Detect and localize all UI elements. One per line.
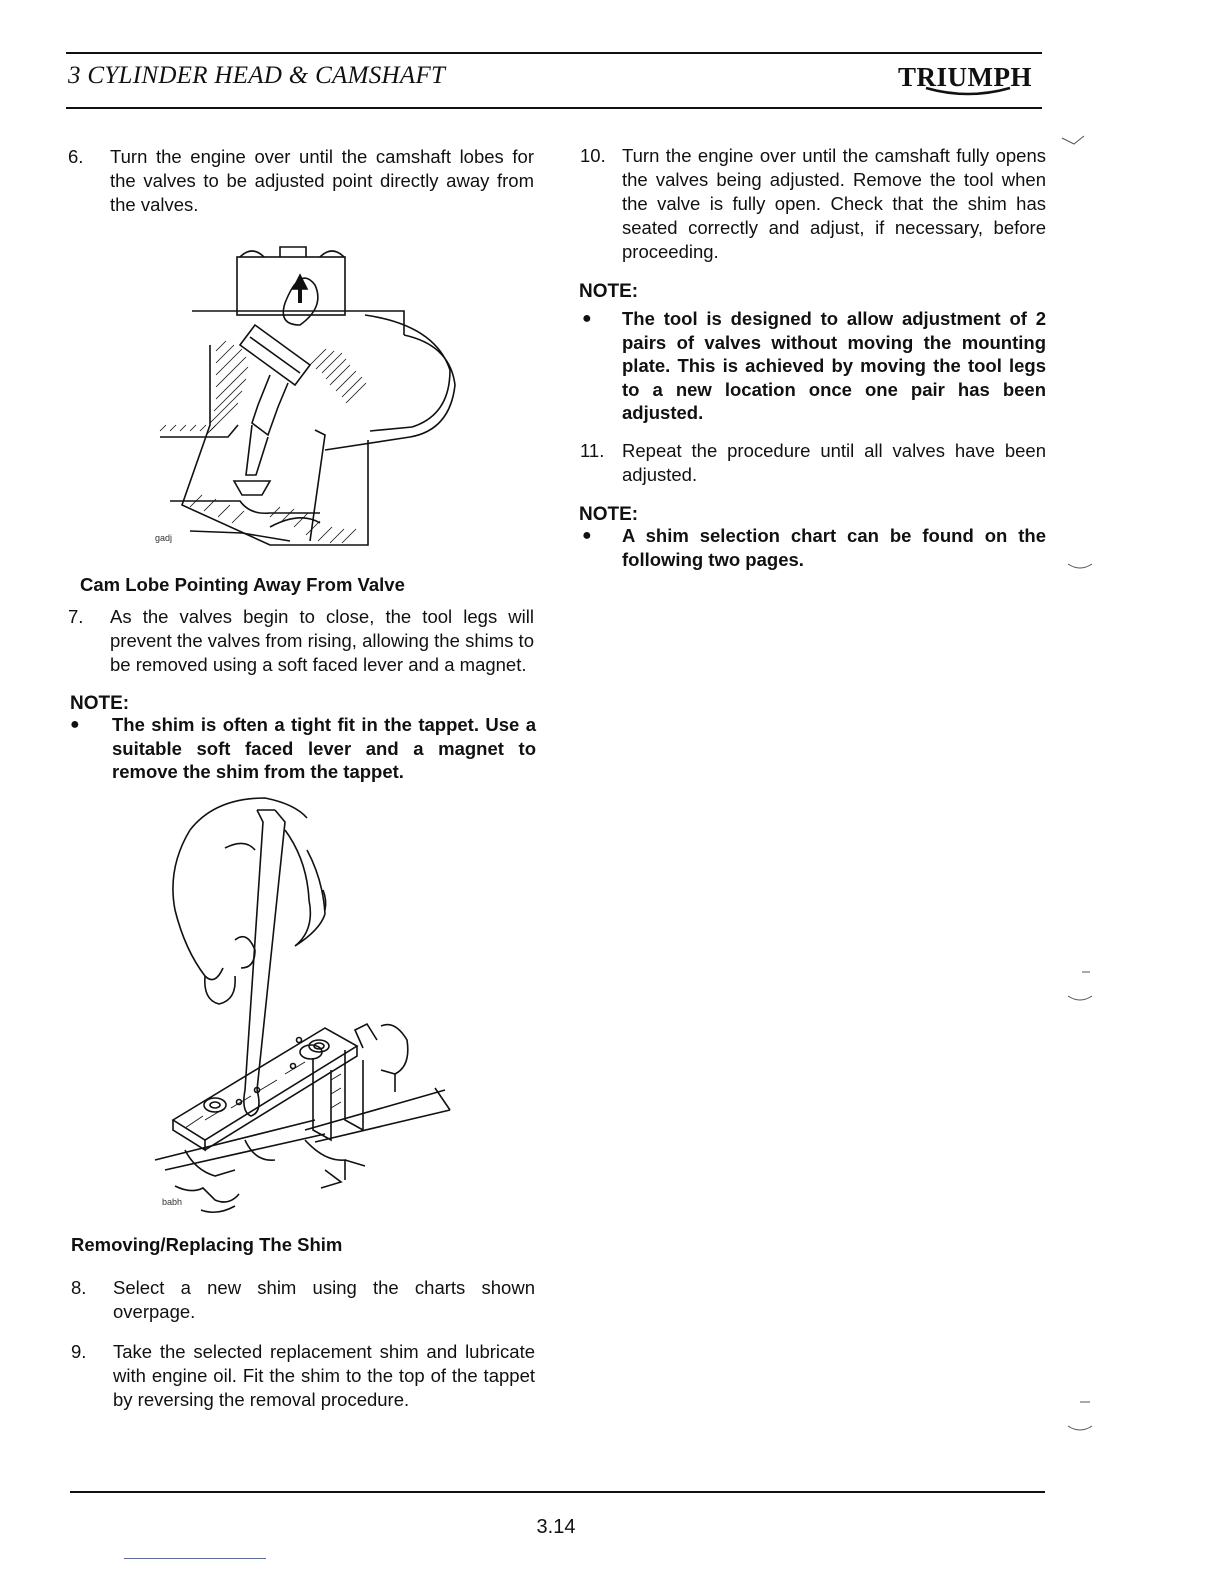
step-9	[71, 1340, 535, 1414]
step-11-number: 11.	[580, 440, 605, 461]
note-1-text: The shim is often a tight fit in the tappet. Use a suitable soft faced lever and a magnet to remove the shim from the tappet.	[112, 714, 536, 782]
footer-rule	[70, 1491, 1045, 1493]
step-6-text: Turn the engine over until the camshaft lobes for the valves to be adjusted point directly away from the valves.	[110, 146, 534, 215]
page-number: 3.14	[536, 1516, 576, 1538]
note-1-label: NOTE:	[70, 693, 130, 714]
step-11-text: Repeat the procedure until all valves have been adjusted.	[622, 440, 1046, 485]
bullet-dot-icon: ●	[582, 527, 592, 544]
step-7-number: 7.	[68, 606, 84, 627]
step-6-number: 6.	[68, 146, 84, 167]
figure-1-caption: Cam Lobe Pointing Away From Valve	[80, 574, 405, 595]
note-2-bullet	[582, 307, 1046, 425]
bullet-dot-icon: ●	[582, 310, 592, 327]
step-9-number: 9.	[71, 1341, 87, 1362]
step-8-number: 8.	[71, 1277, 87, 1298]
note-3-bullet	[582, 524, 1046, 574]
step-9-text: Take the selected replacement shim and lubricate with engine oil. Fit the shim to the top of the tappet by reversing the removal procedure.	[113, 1341, 535, 1410]
note-1-bullet	[70, 713, 536, 785]
step-7	[68, 605, 534, 679]
triumph-logo	[896, 58, 1042, 98]
chapter-title: 3 CYLINDER HEAD & CAMSHAFT	[68, 62, 446, 89]
step-10-text: Turn the engine over until the camshaft fully opens the valves being adjusted. Remove the tool when the valve is fully open. Check that the shim has seated correctly and adjust, if necessary, before proceeding.	[622, 145, 1046, 262]
figure-1-label: gadj	[155, 533, 173, 543]
figure-2-label: babh	[162, 1197, 183, 1207]
step-8-text: Select a new shim using the charts shown overpage.	[113, 1277, 535, 1322]
note-3-label: NOTE:	[579, 504, 639, 525]
note-2-label: NOTE:	[579, 281, 639, 302]
step-8	[71, 1276, 535, 1326]
step-11	[580, 439, 1046, 489]
bullet-dot-icon: ●	[70, 716, 80, 733]
step-10	[580, 144, 1046, 266]
scan-artifact-line	[124, 1558, 266, 1559]
step-7-text: As the valves begin to close, the tool legs will prevent the valves from rising, allowing the shims to be removed using a soft faced lever and a magnet.	[110, 606, 534, 675]
shim-removal-illustration	[145, 790, 465, 1220]
header-top-rule	[66, 52, 1042, 54]
figure-2-caption: Removing/Replacing The Shim	[71, 1234, 343, 1255]
cam-lobe-illustration	[150, 245, 470, 555]
step-10-number: 10.	[580, 145, 606, 166]
step-6	[68, 145, 534, 219]
header-bottom-rule	[66, 107, 1042, 109]
scan-margin-marks	[1060, 130, 1100, 1450]
logo-wordmark: TRIUMPH	[898, 62, 1032, 92]
note-3-text: A shim selection chart can be found on the following two pages.	[622, 525, 1046, 570]
note-2-text: The tool is designed to allow adjustment of 2 pairs of valves without moving the mounting plate. This is achieved by moving the tool legs to a new location once one pair has been adjusted.	[622, 308, 1046, 423]
